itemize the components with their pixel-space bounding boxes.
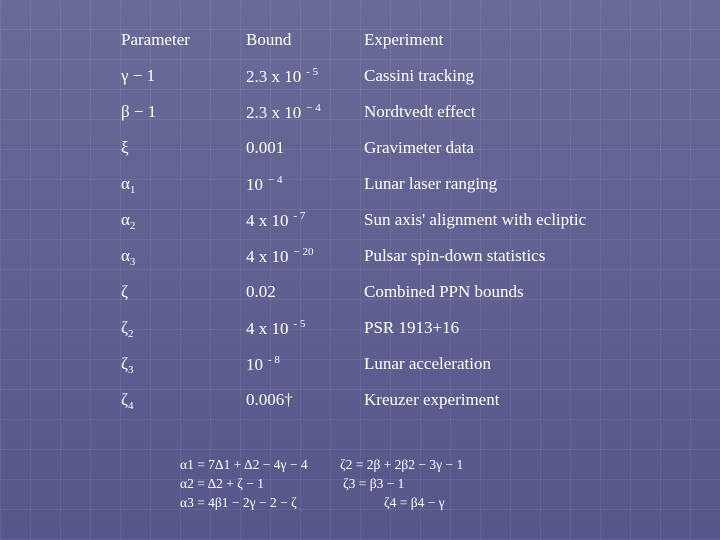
formula-zeta4: ζ4 = β4 − γ [384,495,445,510]
parameter-cell: $\zeta_2$ [121,318,134,340]
experiment-cell: Cassini tracking [364,66,475,85]
header-bound: Bound [246,30,292,49]
table-row [0,168,720,204]
parameter-cell: $\alpha_1$ [121,174,136,196]
bound-cell: 0.02 [246,282,276,301]
formula-zeta3: ζ3 = β3 − 1 [343,476,405,491]
table-row [0,204,720,240]
parameter-cell: ξ [121,138,129,157]
formulas-left [180,455,308,512]
parameter-cell: β − 1 [121,102,157,121]
experiment-cell: Kreuzer experiment [364,390,500,409]
formula-zeta2: ζ2 = 2β + 2β2 − 3γ − 1 [340,457,464,472]
table-row [0,240,720,276]
table-row [0,96,720,132]
parameter-cell: $\zeta_4$ [121,390,134,412]
table-row [0,312,720,348]
table-row [0,276,720,312]
header-experiment: Experiment [364,30,444,49]
table-header-row [0,24,720,60]
table-row [0,384,720,420]
bound-cell: 4 x 10 $^{- 5}$ [246,318,306,338]
experiment-cell: Gravimeter data [364,138,474,157]
experiment-cell: PSR 1913+16 [364,318,460,337]
bound-cell: 2.3 x 10 $^{- 4}$ [246,102,321,122]
experiment-cell: Pulsar spin-down statistics [364,246,546,265]
formula-alpha2: α2 = Δ2 + ζ − 1 [180,476,264,491]
experiment-cell: Nordtvedt effect [364,102,476,121]
bound-cell: 0.001 [246,138,285,157]
parameter-cell: $\alpha_2$ [121,210,136,232]
experiment-cell: Combined PPN bounds [364,282,524,301]
bound-cell: 0.006† [246,390,293,409]
parameter-cell: ζ [121,282,129,301]
experiment-cell: Lunar acceleration [364,354,491,373]
bound-cell: 10 $^{- 4}$ [246,174,283,194]
formula-alpha1: α1 = 7Δ1 + Δ2 − 4γ − 4 [180,457,308,472]
table-row [0,132,720,168]
formulas-right [340,455,463,512]
bound-cell: 10 $^{- 8}$ [246,354,280,374]
table-row [0,348,720,384]
parameter-cell: $\zeta_3$ [121,354,134,376]
bound-cell: 4 x 10 $^{- 20}$ [246,246,314,266]
parameter-cell: $\alpha_3$ [121,246,136,268]
experiment-cell: Sun axis' alignment with ecliptic [364,210,587,229]
bound-cell: 4 x 10 $^{- 7}$ [246,210,306,230]
formula-alpha3: α3 = 4β1 − 2γ − 2 − ζ [180,495,297,510]
table-row [0,60,720,96]
header-parameter: Parameter [121,30,190,49]
experiment-cell: Lunar laser ranging [364,174,498,193]
parameter-cell: γ − 1 [121,66,156,85]
bound-cell: 2.3 x 10 $^{- 5}$ [246,66,319,86]
